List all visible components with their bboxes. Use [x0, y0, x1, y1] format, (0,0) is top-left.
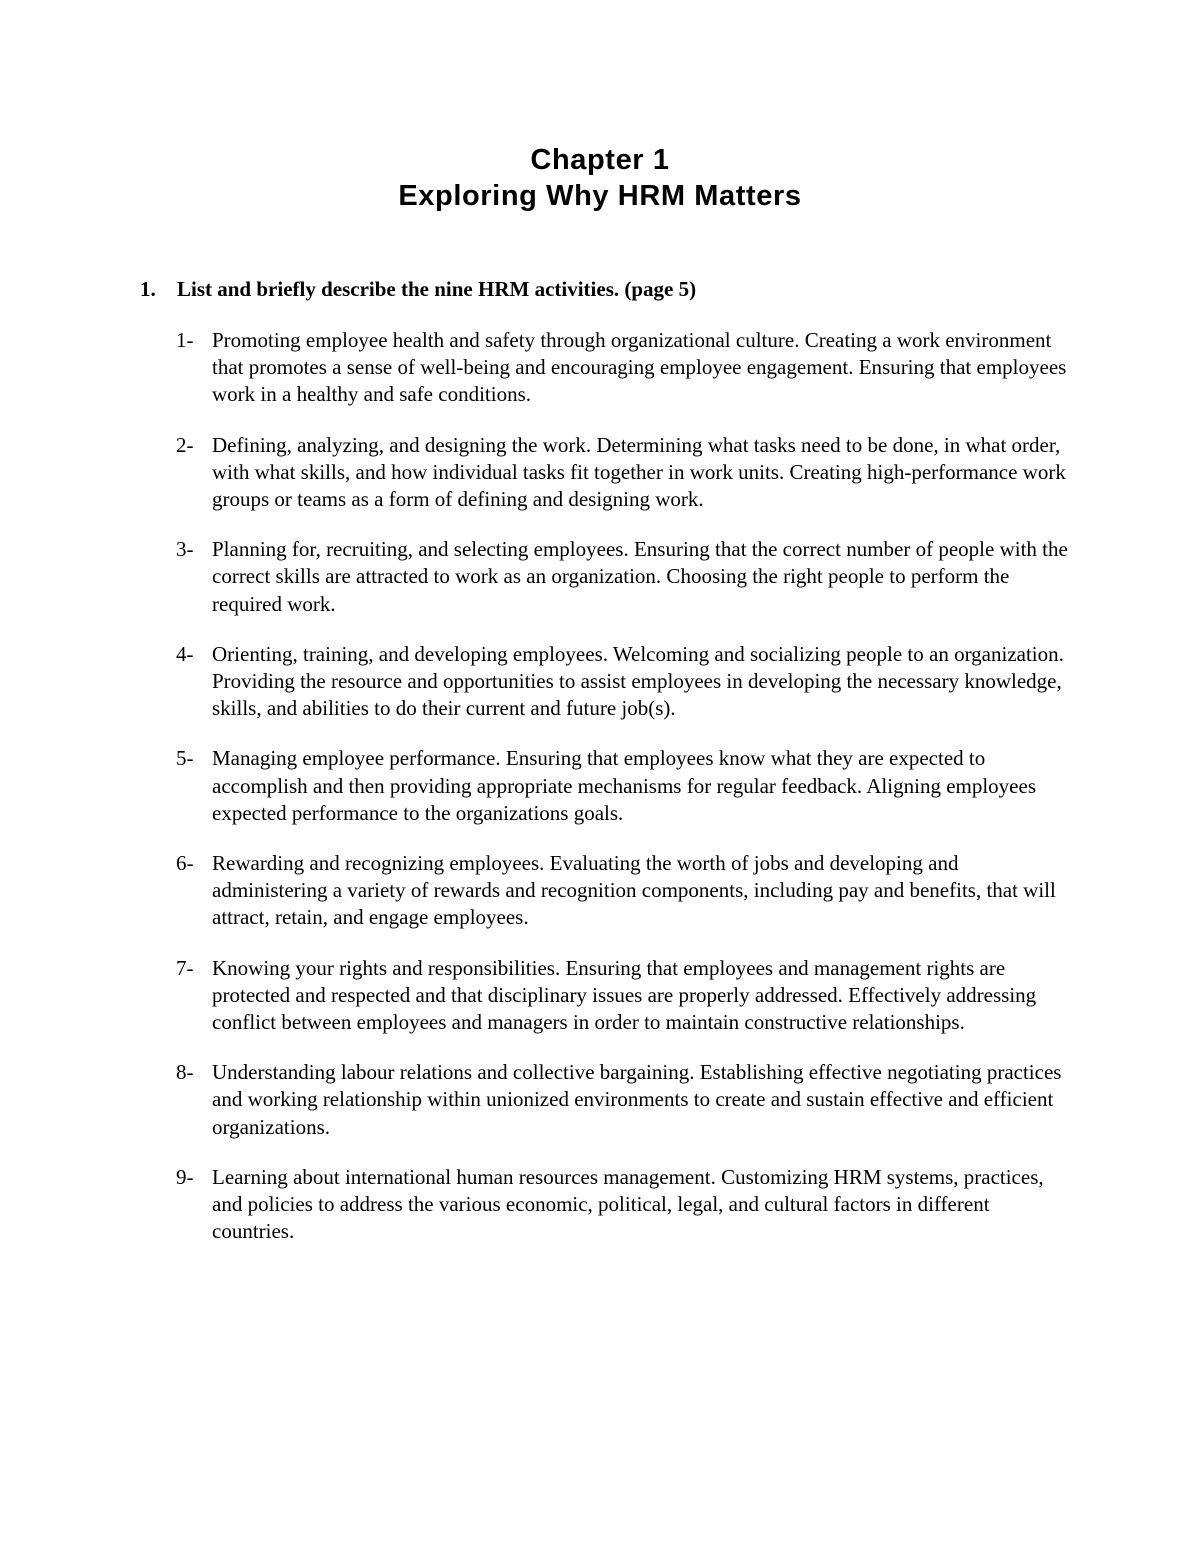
answer-text: Managing employee performance. Ensuring that employees know what they are expected to accomplish and then providing appropriate mechanisms for regular feedback. Aligning employees expected performance to the organizations goals.	[212, 746, 1036, 825]
answer-text: Planning for, recruiting, and selecting employees. Ensuring that the correct number of people with the correct skills are attracted to work as an organization. Choosing the right people to perform the required work.	[212, 537, 1068, 616]
chapter-heading: Chapter 1	[530, 144, 670, 176]
answer-item-2	[176, 432, 1076, 514]
answer-number: 2-	[176, 432, 194, 457]
answer-text: Learning about international human resources management. Customizing HRM systems, practices, and policies to address the various economic, political, legal, and cultural factors in different countries.	[212, 1164, 1044, 1244]
question-1	[140, 275, 1080, 303]
answer-text: Understanding labour relations and collective bargaining. Establishing effective negotiating practices and working relationship within unionized environments to create and sustain effective and efficient organizations.	[212, 1060, 1062, 1139]
answer-number: 6-	[176, 851, 194, 876]
answer-item-5	[176, 745, 1076, 827]
answer-number: 5-	[176, 746, 194, 771]
chapter-title: Exploring Why HRM Matters	[398, 180, 802, 212]
question-text: List and briefly describe the nine HRM activities. (page 5)	[177, 277, 697, 301]
answer-number: 1-	[176, 328, 194, 352]
answer-item-6	[176, 850, 1076, 932]
answer-item-1	[176, 327, 1076, 409]
answer-item-8	[176, 1059, 1076, 1141]
answer-text: Knowing your rights and responsibilities. Ensuring that employees and management rights are protected and respected and that disciplinary issues are properly addressed. Effectively addressing conflict between employees and managers in order to maintain constructive relationships.	[212, 955, 1037, 1035]
question-number: 1.	[140, 277, 156, 301]
title-block	[0, 142, 1200, 214]
answer-number: 9-	[176, 1164, 194, 1189]
answer-item-7	[176, 955, 1076, 1037]
answer-item-9	[176, 1164, 1076, 1246]
answer-list	[176, 327, 1076, 1268]
answer-item-4	[176, 641, 1076, 723]
answer-text: Defining, analyzing, and designing the work. Determining what tasks need to be done, in what order, with what skills, and how individual tasks fit together in work units. Creating high-performance work groups or teams as a form of defining and designing work.	[212, 432, 1066, 512]
answer-number: 7-	[176, 955, 194, 980]
answer-number: 4-	[176, 641, 194, 666]
answer-text: Orienting, training, and developing employees. Welcoming and socializing people to an organization. Providing the resource and opportunities to assist employees in developing the necessary knowledge, skills, and abilities to do their current and future job(s).	[212, 641, 1064, 721]
answer-text: Rewarding and recognizing employees. Evaluating the worth of jobs and developing and administering a variety of rewards and recognition components, including pay and benefits, that will attract, retain, and engage employees.	[212, 851, 1056, 930]
answer-number: 8-	[176, 1060, 194, 1085]
answer-item-3	[176, 536, 1076, 618]
answer-text: Promoting employee health and safety through organizational culture. Creating a work environment that promotes a sense of well-being and encouraging employee engagement. Ensuring that employees work in a healthy and safe conditions.	[212, 328, 1067, 407]
answer-number: 3-	[176, 537, 194, 562]
